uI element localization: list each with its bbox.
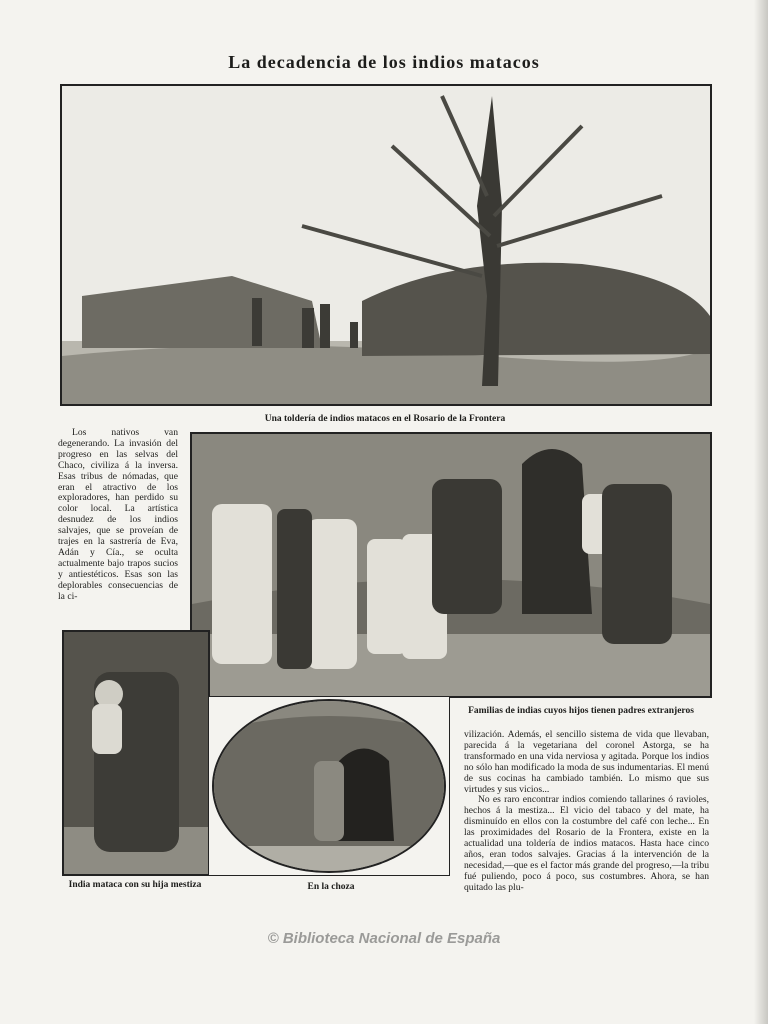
paragraph-costumbres: No es raro encontrar indios comiendo tallarines ó ravioles, hechos á la mestiza... El vicio del tabaco y del mate, ha disminuído en ellos con la costumbre del café con leche... En las proximidades del Rosario de la Frontera, existe en la actualidad una toldería de indios matacos. Hasta hace cinco años, eran todos salvajes. Gracias á la intervención de la necesidad,—que es el factor más grande del progreso,—la tribu fué puliendo, poco á poco, sus costumbres. Ahora, se han quitado las plu-	[464, 794, 709, 893]
paragraph-intro: Los nativos van degenerando. La invasión del progreso en las selvas del Chaco, civiliza á la inversa. Esas tribus de nómadas, que eran el atractivo de los exploradores, han perdido su color local. La artística desnudez de los indios salvajes, que se proveían de trajes en la sastrería de Eva, Adán y Cía., se oculta actualmente bajo trapos sucios y antiestéticos. Esas son las deplorables consecuencias de la ci-	[58, 427, 178, 602]
caption-familias: Familias de indias cuyos hijos tienen padres extranjeros	[468, 706, 694, 716]
text-column-left	[58, 428, 178, 603]
page-edge-shadow	[754, 0, 768, 1024]
paragraph-civilizacion: vilización. Además, el sencillo sistema de vida que llevaban, parecida á la vegetariana del coronel Astorga, se ha transformado en una vida nerviosa y agitada. Porque los indios no sólo han modificado la moda de sus indumentarias. El menú de sus cocinas ha cambiado también. Lo mismo que sus virtudes y sus vicios...	[464, 729, 709, 795]
article-headline: La decadencia de los indios matacos	[228, 52, 540, 72]
photo-familias	[190, 432, 712, 698]
photo-choza	[212, 699, 446, 873]
caption-india-mataca: India mataca con su hija mestiza	[68, 880, 202, 890]
watermark: © Biblioteca Nacional de España	[267, 930, 501, 947]
photo-tolderia	[60, 84, 712, 406]
caption-choza: En la choza	[307, 882, 355, 892]
photo-choza-frame	[208, 696, 450, 876]
caption-top-photo: Una toldería de indios matacos en el Rosario de la Frontera	[264, 414, 506, 424]
photo-india-mataca	[62, 630, 210, 876]
text-column-right	[464, 730, 709, 894]
